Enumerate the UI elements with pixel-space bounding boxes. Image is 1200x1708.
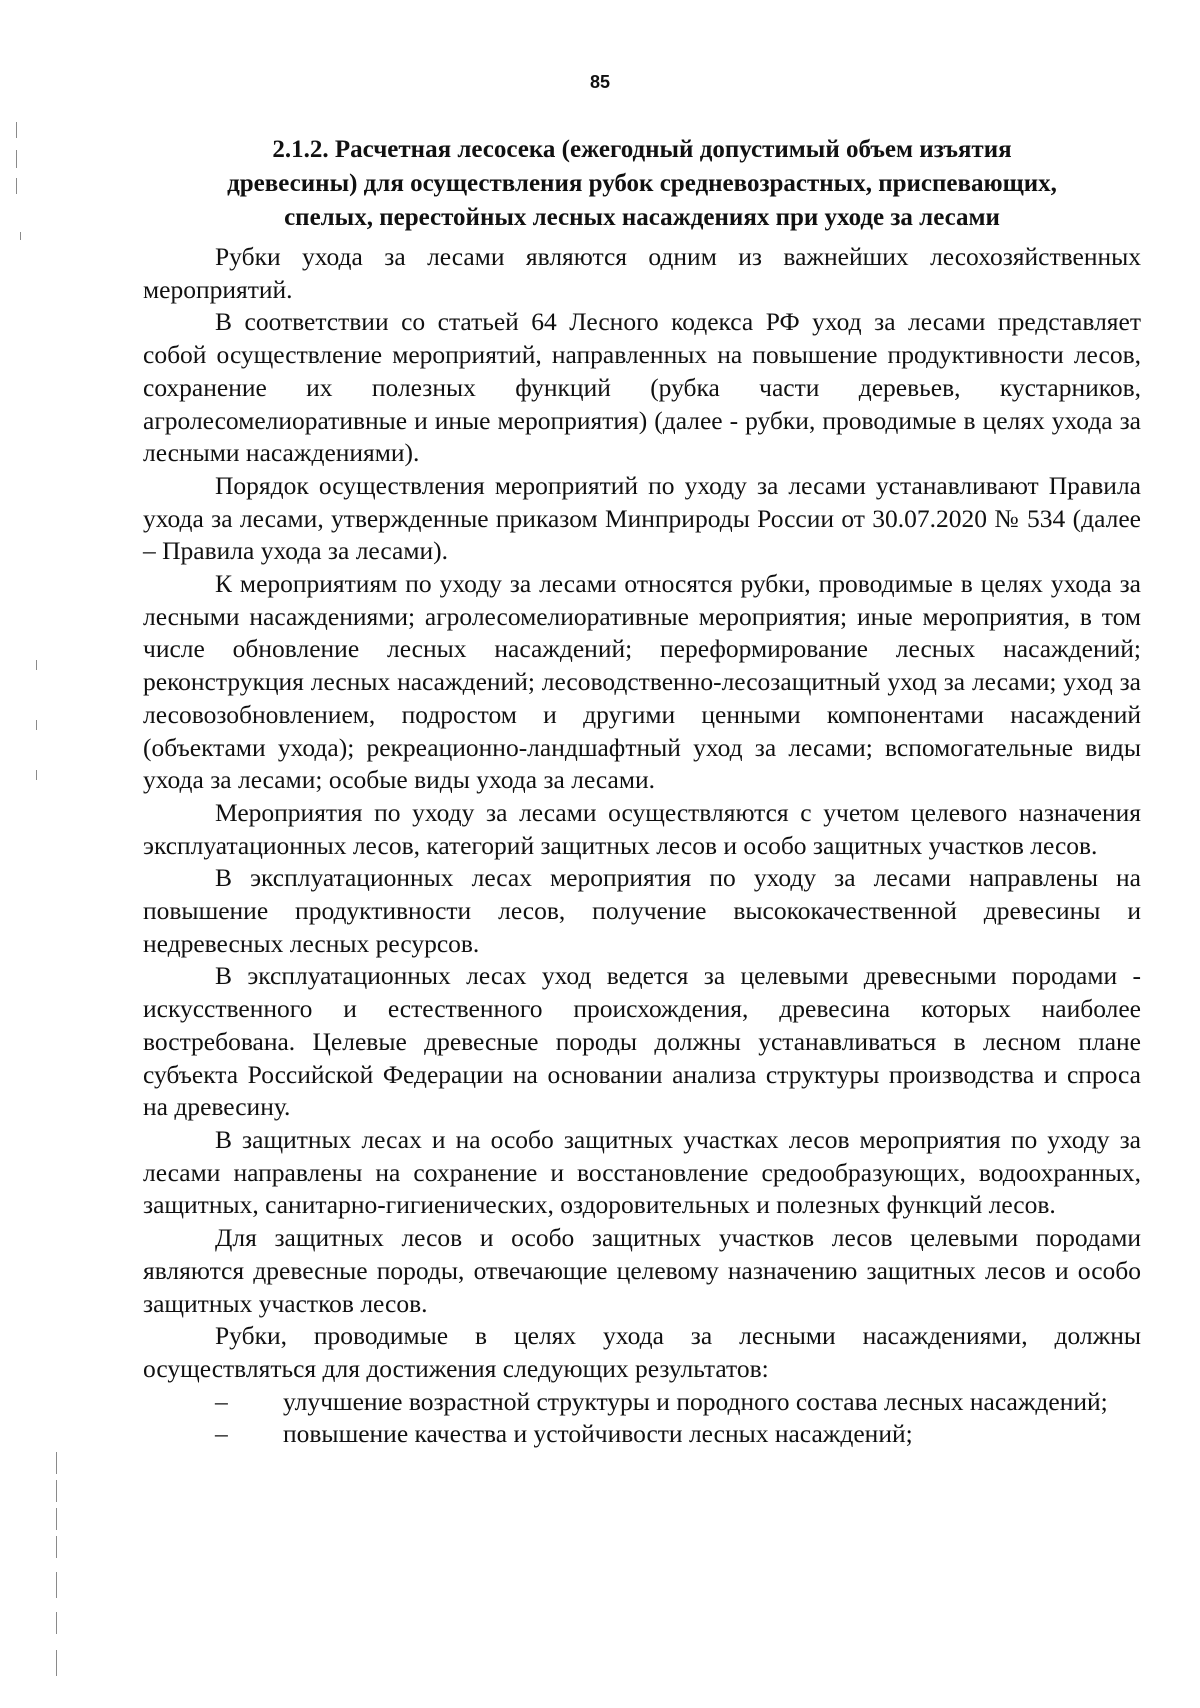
paragraph: К мероприятиям по уходу за лесами относятся рубки, проводимые в целях ухода за лесными насаждениями; агролесомелиоративные мероприятия; иные мероприятия, в том числе обновление лесных насаждений; переформирование лесных насаждений; реконструкция лесных насаждений; лесоводственно-лесозащитный уход за лесами; уход за лесовозобновлением, подростом и другими ценными компонентами насаждений (объектами ухода); рекреационно-ландшафтный уход за лесами; вспомогательные виды ухода за лесами; особые виды ухода за лесами. — [143, 569, 1141, 795]
scan-margin-marks — [0, 0, 80, 1708]
heading-line: древесины) для осуществления рубок средневозрастных, приспевающих, — [227, 170, 1057, 197]
paragraph: В соответствии со статьей 64 Лесного кодекса РФ уход за лесами представляет собой осуществление мероприятий, направленных на повышение продуктивности лесов, сохранение их полезных функций (рубка части деревьев, кустарников, агролесомелиоративные и иные мероприятия) (далее - рубки, проводимые в целях ухода за лесными насаждениями). — [143, 307, 1141, 468]
list-item-text: улучшение возрастной структуры и породного состава лесных насаждений; — [283, 1386, 1108, 1416]
paragraph: Для защитных лесов и особо защитных участков лесов целевыми породами являются древесные породы, отвечающие целевому назначению защитных лесов и особо защитных участков лесов. — [143, 1223, 1141, 1318]
paragraph: Рубки, проводимые в целях ухода за лесными насаждениями, должны осуществляться для достижения следующих результатов: — [143, 1321, 1141, 1383]
paragraph: В защитных лесах и на особо защитных участках лесов мероприятия по уходу за лесами направлены на сохранение и восстановление средообразующих, водоохранных, защитных, санитарно-гигиенических, оздоровительных и полезных функций лесов. — [143, 1124, 1141, 1220]
heading-line: 2.1.2. Расчетная лесосека (ежегодный допустимый объем изъятия — [272, 136, 1012, 163]
list-item — [143, 1386, 1141, 1419]
paragraph: Мероприятия по уходу за лесами осуществляются с учетом целевого назначения эксплуатационных лесов, категорий защитных лесов и особо защитных участков лесов. — [143, 797, 1141, 860]
paragraph: Рубки ухода за лесами являются одним из важнейших лесохозяйственных мероприятий. — [143, 242, 1141, 304]
document-body — [143, 133, 1141, 1451]
list-item — [143, 1418, 1141, 1451]
paragraph: В эксплуатационных лесах мероприятия по уходу за лесами направлены на повышение продуктивности лесов, получение высококачественной древесины и недревесных лесных ресурсов. — [143, 863, 1141, 958]
heading-line: спелых, перестойных лесных насаждениях при уходе за лесами — [284, 204, 1000, 231]
list-dash: – — [215, 1419, 228, 1449]
paragraph: В эксплуатационных лесах уход ведется за целевыми древесными породами - искусственного и естественного происхождения, древесина которых наиболее востребована. Целевые древесные породы должны устанавливаться в лесном плане субъекта Российской Федерации на основании анализа структуры производства и спроса на древесину. — [143, 961, 1141, 1122]
list-item-text: повышение качества и устойчивости лесных насаждений; — [283, 1419, 913, 1449]
section-heading — [143, 133, 1141, 235]
paragraph: Порядок осуществления мероприятий по уходу за лесами устанавливают Правила ухода за лесами, утвержденные приказом Минприроды России от 30.07.2020 № 534 (далее – Правила ухода за лесами). — [143, 470, 1141, 566]
page-number: 85 — [589, 72, 611, 92]
list-dash: – — [215, 1386, 228, 1416]
